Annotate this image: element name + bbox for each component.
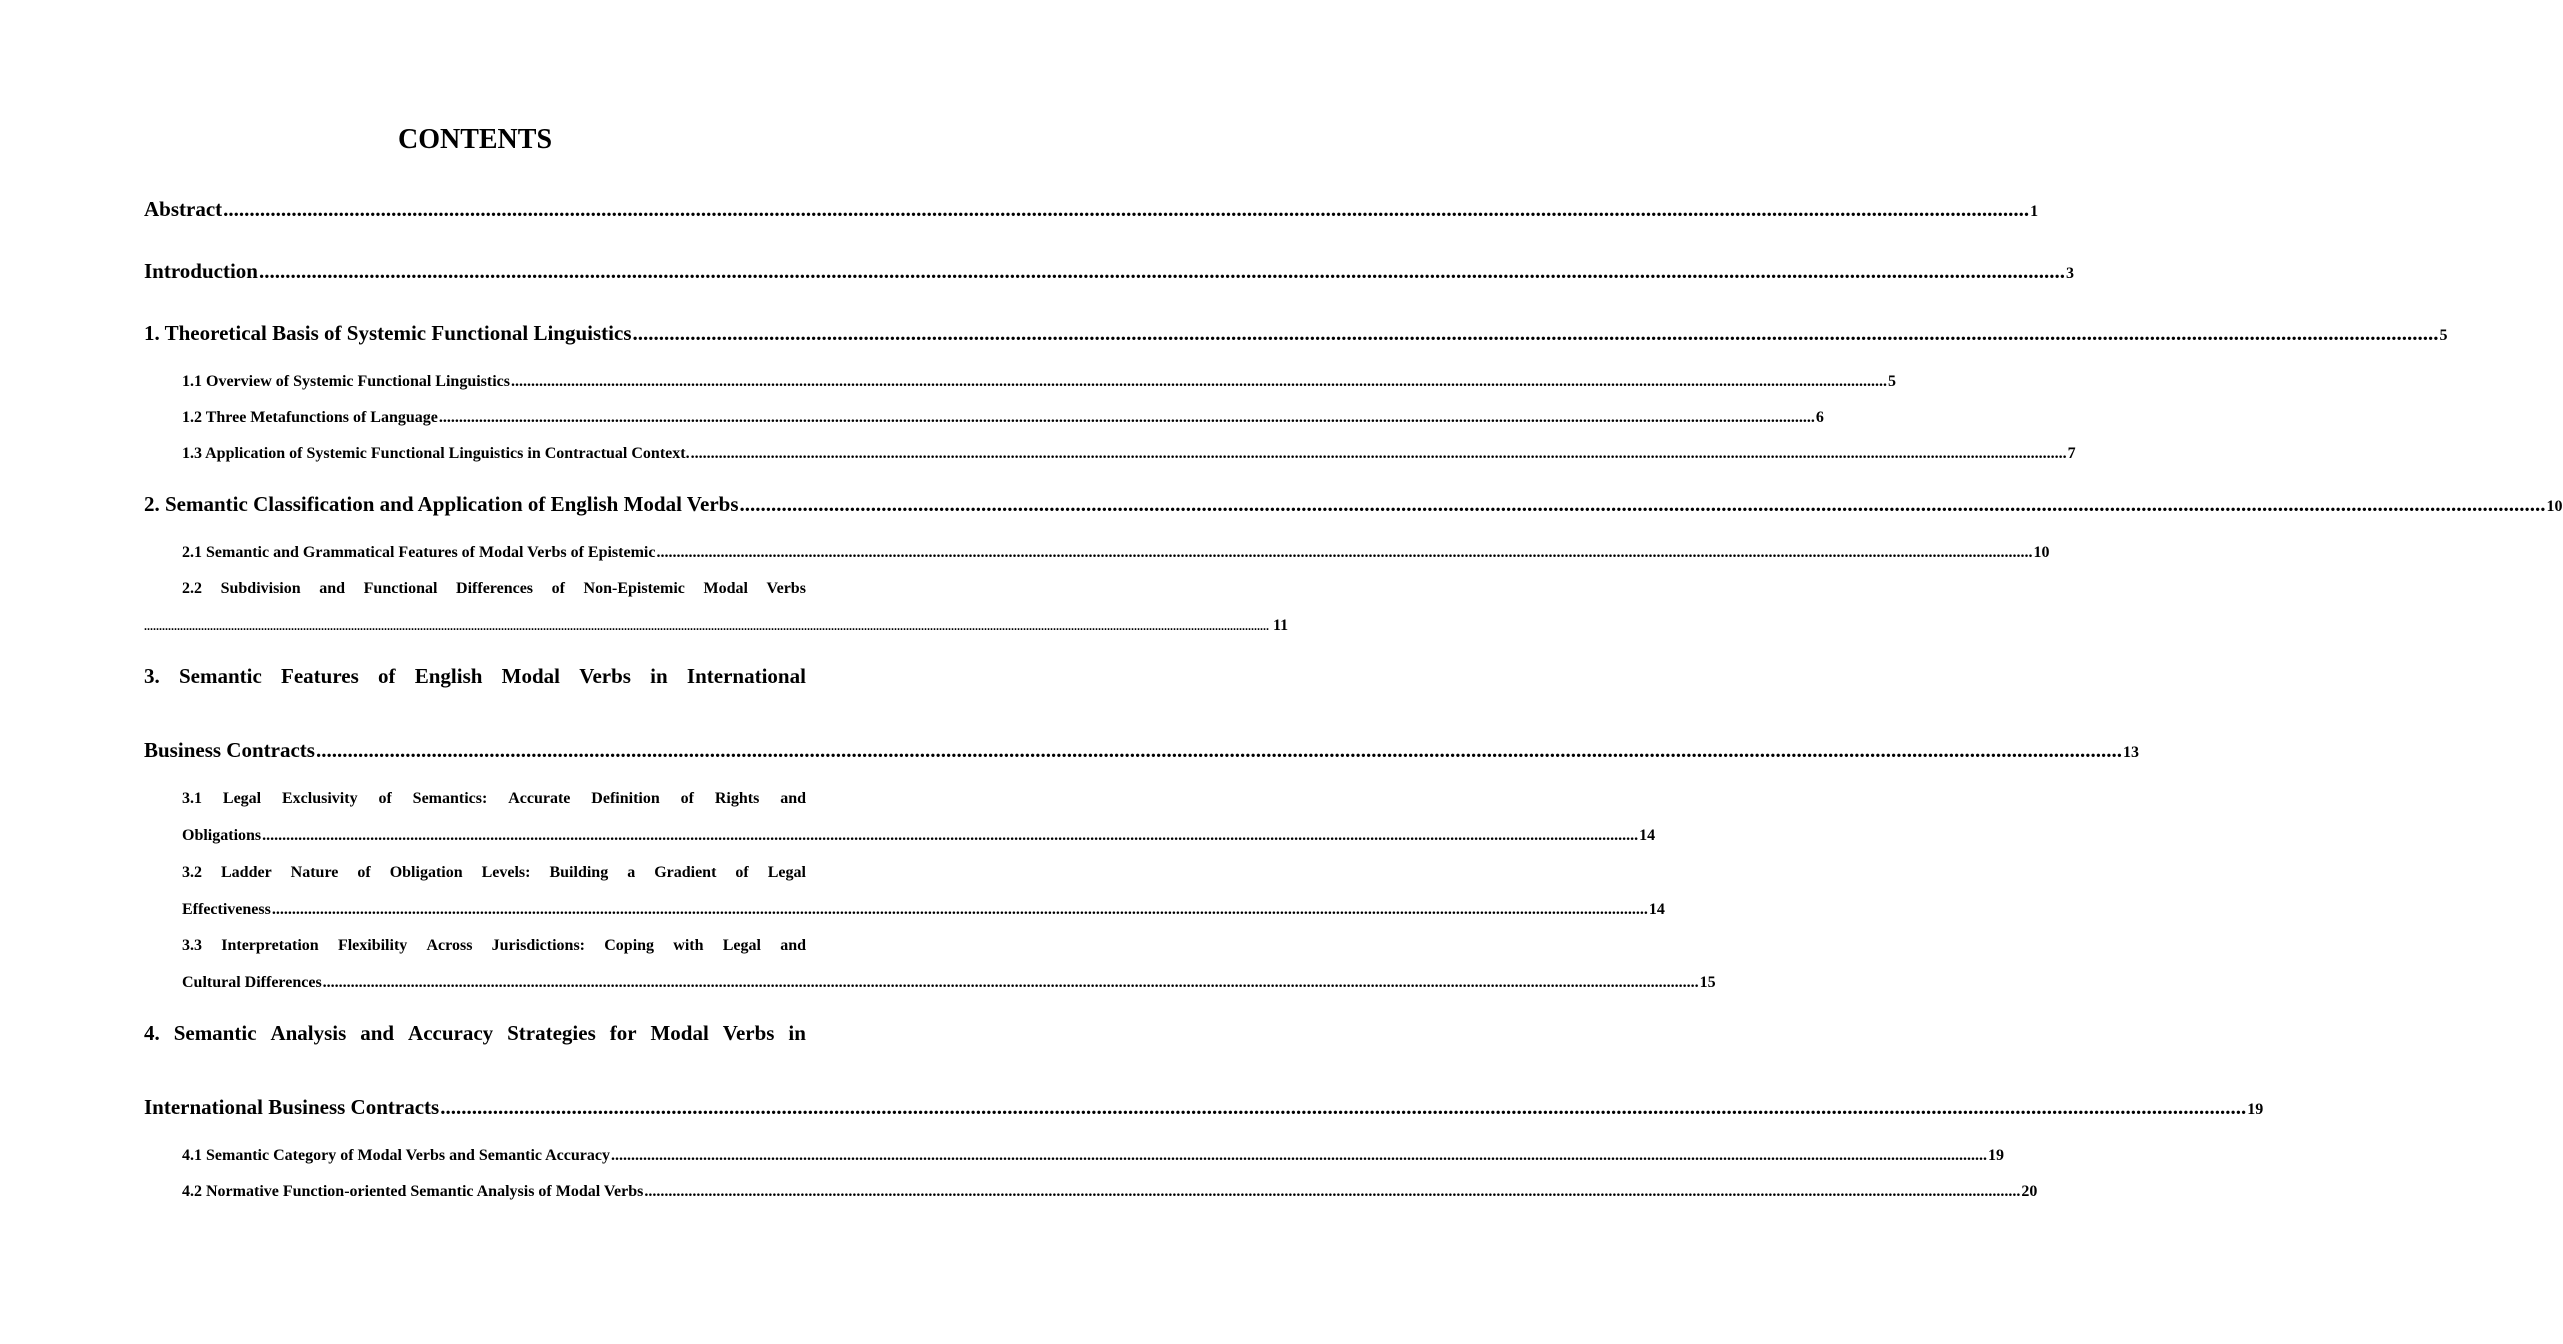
toc-word: Interpretation [221, 937, 319, 954]
toc-page-number: 20 [2021, 1183, 2038, 1200]
toc-word: Flexibility [337, 937, 408, 954]
toc-word: Verbs [766, 580, 806, 597]
toc-page-number: 13 [2122, 744, 2139, 761]
toc-entry-3-3[interactable] [182, 935, 806, 957]
toc-word: in [650, 664, 668, 688]
toc-entry-chapter-3-line2[interactable] [144, 737, 2139, 766]
toc-word: and [780, 790, 806, 807]
dot-leader [262, 825, 1638, 847]
toc-entry-1-2[interactable] [182, 407, 1824, 429]
dot-leader [633, 320, 2439, 346]
toc-entry-3-3-line2[interactable] [182, 972, 1716, 994]
toc-page-number: 5 [1887, 373, 1896, 390]
toc-word: of [378, 664, 396, 688]
toc-word: a [627, 864, 636, 881]
toc-word: with [673, 937, 704, 954]
toc-entry-2-1[interactable] [182, 542, 2050, 564]
toc-word: Legal [722, 937, 761, 954]
toc-word: Levels: [481, 864, 531, 881]
toc-entry-4-2[interactable] [182, 1181, 2038, 1203]
toc-word: 3.3 [182, 937, 202, 954]
dot-leader [144, 615, 1269, 637]
toc-entry-label: Abstract [144, 197, 223, 221]
toc-page-number: 14 [1639, 827, 1656, 844]
toc-entry-1-1[interactable] [182, 371, 1896, 393]
toc-entry-chapter-3[interactable] [144, 663, 806, 689]
toc-word: 4. [144, 1021, 160, 1045]
toc-entry-label: Cultural Differences [182, 974, 322, 991]
toc-word: Obligation [389, 864, 463, 881]
dot-leader [644, 1181, 2020, 1203]
toc-entry-label: International Business Contracts [144, 1095, 440, 1119]
dot-leader [740, 491, 2546, 517]
toc-entry-3-2[interactable] [182, 862, 806, 884]
dot-leader [223, 196, 2029, 222]
toc-word: Modal [501, 664, 560, 688]
toc-entry-chapter-2[interactable] [144, 491, 2563, 520]
toc-word: International [686, 664, 806, 688]
dot-leader [259, 258, 2065, 284]
toc-page-number: 10 [2546, 498, 2563, 515]
toc-word: in [788, 1021, 806, 1045]
toc-page-number: 14 [1648, 901, 1665, 918]
dot-leader [440, 1094, 2246, 1120]
toc-word: Semantic [178, 664, 262, 688]
toc-word: Building [549, 864, 609, 881]
toc-word: of [357, 864, 371, 881]
toc-word: Exclusivity [282, 790, 358, 807]
toc-page-number: 7 [2067, 445, 2076, 462]
toc-entry-label: 4.1 Semantic Category of Modal Verbs and Semantic Accuracy [182, 1147, 610, 1164]
toc-entry-label: 2.1 Semantic and Grammatical Features of Modal Verbs of Epistemic [182, 544, 656, 561]
toc-entry-3-1[interactable] [182, 788, 806, 810]
toc-word: 2.2 [182, 580, 202, 597]
toc-word: Strategies [507, 1021, 596, 1045]
toc-word: of [680, 790, 694, 807]
toc-entry-abstract[interactable] [144, 196, 2039, 225]
toc-word: and [319, 580, 346, 597]
toc-word: Verbs [722, 1021, 775, 1045]
toc-word: Semantics: [412, 790, 488, 807]
toc-word: English [414, 664, 483, 688]
dot-leader [272, 899, 1648, 921]
toc-entry-label: 1.1 Overview of Systemic Functional Linguistics [182, 373, 510, 390]
toc-page-number: 11 [1273, 617, 1289, 634]
toc-word: Legal [767, 864, 806, 881]
dot-leader [511, 371, 1887, 393]
toc-word: Analysis [270, 1021, 347, 1045]
toc-word: Rights [714, 790, 760, 807]
toc-entry-introduction[interactable] [144, 258, 2074, 287]
toc-word: Gradient [654, 864, 717, 881]
toc-entry-label: 2. Semantic Classification and Application of English Modal Verbs [144, 492, 739, 516]
toc-entry-chapter-1[interactable] [144, 320, 2448, 349]
toc-entry-label: 1.2 Three Metafunctions of Language [182, 409, 438, 426]
toc-entry-2-2[interactable] [182, 578, 806, 600]
toc-entry-label: 1. Theoretical Basis of Systemic Functional Linguistics [144, 321, 632, 345]
toc-entry-chapter-4-line2[interactable] [144, 1094, 2264, 1123]
page-title: CONTENTS [397, 124, 553, 155]
toc-word: Verbs [579, 664, 631, 688]
toc-entry-1-3[interactable] [182, 443, 2076, 465]
toc-page-number: 19 [2247, 1101, 2264, 1118]
toc-word: of [378, 790, 392, 807]
dot-leader [316, 737, 2122, 763]
toc-word: Non-Epistemic [583, 580, 685, 597]
toc-word: Legal [222, 790, 262, 807]
toc-word: Modal [703, 580, 748, 597]
toc-word: Accuracy [408, 1021, 494, 1045]
toc-entry-label: Business Contracts [144, 738, 315, 762]
toc-word: and [780, 937, 806, 954]
toc-entry-3-2-line2[interactable] [182, 899, 1665, 921]
toc-page-number: 5 [2439, 327, 2448, 344]
dot-leader [611, 1145, 1987, 1167]
toc-page-number: 19 [1987, 1147, 2004, 1164]
dot-leader [439, 407, 1815, 429]
toc-word: Jurisdictions: [491, 937, 585, 954]
toc-entry-4-1[interactable] [182, 1145, 2004, 1167]
toc-entry-label: 4.2 Normative Function-oriented Semantic Analysis of Modal Verbs [182, 1183, 644, 1200]
toc-page-number: 10 [2033, 544, 2050, 561]
toc-entry-label: 1.3 Application of Systemic Functional Linguistics in Contractual Context. [182, 445, 690, 462]
toc-word: Functional [363, 580, 438, 597]
toc-word: 3.1 [182, 790, 202, 807]
toc-word: Features [281, 664, 359, 688]
toc-word: Semantic [173, 1021, 257, 1045]
toc-word: Nature [290, 864, 339, 881]
toc-word: 3. [144, 664, 160, 688]
toc-word: Subdivision [220, 580, 301, 597]
toc-word: Modal [650, 1021, 709, 1045]
toc-page-number: 3 [2065, 265, 2074, 282]
toc-entry-2-2-leader-line [144, 615, 1289, 637]
dot-leader [656, 542, 2032, 564]
toc-word: 3.2 [182, 864, 202, 881]
toc-word: Definition [591, 790, 660, 807]
toc-entry-label: Introduction [144, 259, 258, 283]
toc-entry-label: Effectiveness [182, 901, 271, 918]
toc-entry-chapter-4[interactable] [144, 1020, 806, 1046]
toc-word: of [735, 864, 749, 881]
toc-word: Accurate [508, 790, 571, 807]
toc-word: for [609, 1021, 637, 1045]
toc-page-number: 1 [2030, 203, 2039, 220]
toc-word: Coping [604, 937, 655, 954]
toc-entry-label: Obligations [182, 827, 262, 844]
dot-leader [323, 972, 1699, 994]
toc-word: and [360, 1021, 395, 1045]
toc-entry-3-1-line2[interactable] [182, 825, 1656, 847]
toc-word: Differences [456, 580, 534, 597]
toc-page-number: 15 [1699, 974, 1716, 991]
toc-word: Ladder [221, 864, 272, 881]
toc-page-number: 6 [1815, 409, 1824, 426]
dot-leader [691, 443, 2067, 465]
toc-word: Across [426, 937, 473, 954]
toc-word: of [551, 580, 565, 597]
